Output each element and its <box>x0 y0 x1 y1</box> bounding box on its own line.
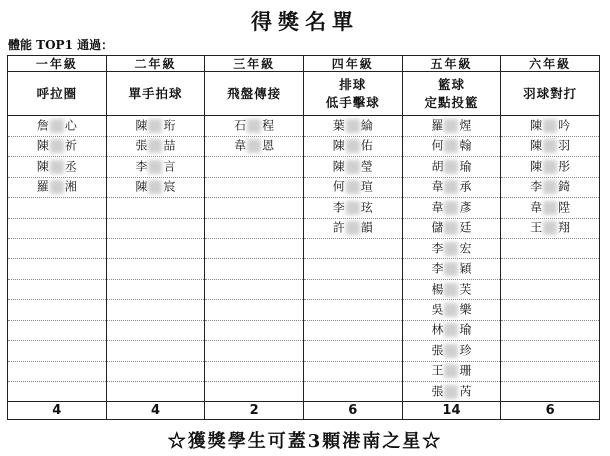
student-name-cell <box>501 300 600 320</box>
given-name: 瑜 <box>459 322 472 337</box>
student-name-cell <box>501 279 600 299</box>
given-name: 丞 <box>64 159 77 174</box>
student-name-cell <box>501 116 600 136</box>
student-name-cell <box>501 382 600 402</box>
student-name-cell <box>402 157 501 177</box>
given-name: 佑 <box>360 138 373 153</box>
redaction-blur <box>444 364 458 378</box>
student-name-cell <box>402 238 501 258</box>
redaction-blur <box>148 180 162 194</box>
student-name-cell <box>205 116 304 136</box>
surname: 韋 <box>234 138 247 153</box>
given-name: 彥 <box>459 200 472 215</box>
grade-header: 六年級 <box>501 56 600 72</box>
student-name-cell <box>106 157 205 177</box>
table-row <box>8 198 600 218</box>
surname: 韋 <box>530 200 543 215</box>
surname: 羅 <box>431 118 444 133</box>
grade-header: 五年級 <box>402 56 501 72</box>
student-name-cell <box>106 320 205 340</box>
student-name-cell <box>205 177 304 197</box>
redaction-blur <box>346 180 360 194</box>
student-name-cell <box>303 116 402 136</box>
surname: 李 <box>530 179 543 194</box>
surname: 韋 <box>431 200 444 215</box>
student-name-cell <box>8 116 107 136</box>
given-name: 宏 <box>459 241 472 256</box>
student-name-cell <box>303 382 402 402</box>
table-row <box>8 279 600 299</box>
redaction-blur <box>50 160 64 174</box>
student-name-cell <box>106 218 205 238</box>
surname: 韋 <box>431 179 444 194</box>
redaction-blur <box>543 160 557 174</box>
redaction-blur <box>444 344 458 358</box>
student-name-cell <box>501 198 600 218</box>
redaction-blur <box>148 160 162 174</box>
given-name: 宸 <box>163 179 176 194</box>
surname: 陳 <box>36 159 49 174</box>
surname: 李 <box>431 241 444 256</box>
surname: 李 <box>135 159 148 174</box>
given-name: 湘 <box>64 179 77 194</box>
sport-header: 籃球 定點投籃 <box>402 72 501 116</box>
student-name-cell <box>303 320 402 340</box>
redaction-blur <box>247 139 261 153</box>
redaction-blur <box>50 180 64 194</box>
given-name: 綸 <box>360 118 373 133</box>
surname: 儲 <box>431 220 444 235</box>
given-name: 瑩 <box>360 159 373 174</box>
student-name-cell <box>501 177 600 197</box>
student-name-cell <box>303 198 402 218</box>
given-name: 錡 <box>558 179 571 194</box>
table-row <box>8 382 600 402</box>
surname: 葉 <box>332 118 345 133</box>
student-name-cell <box>106 198 205 218</box>
student-name-cell <box>402 259 501 279</box>
redaction-blur <box>444 119 458 133</box>
given-name: 程 <box>262 118 275 133</box>
redaction-blur <box>346 221 360 235</box>
redaction-blur <box>444 283 458 297</box>
given-name: 樂 <box>459 302 472 317</box>
student-name-cell <box>106 259 205 279</box>
student-name-cell <box>205 320 304 340</box>
student-name-cell <box>205 157 304 177</box>
student-name-cell <box>402 218 501 238</box>
student-name-cell <box>303 300 402 320</box>
redaction-blur <box>444 262 458 276</box>
table-row <box>8 238 600 258</box>
surname: 王 <box>431 363 444 378</box>
student-name-cell <box>501 361 600 381</box>
grade-total: 2 <box>205 402 304 420</box>
student-name-cell <box>8 259 107 279</box>
table-row <box>8 341 600 361</box>
given-name: 翰 <box>459 138 472 153</box>
student-name-cell <box>501 320 600 340</box>
given-name: 吟 <box>558 118 571 133</box>
student-name-cell <box>8 320 107 340</box>
surname: 胡 <box>431 159 444 174</box>
student-name-cell <box>8 361 107 381</box>
redaction-blur <box>346 201 360 215</box>
redaction-blur <box>444 139 458 153</box>
given-name: 玹 <box>360 200 373 215</box>
redaction-blur <box>148 139 162 153</box>
surname: 張 <box>431 384 444 399</box>
grade-header: 三年級 <box>205 56 304 72</box>
given-name: 穎 <box>459 261 472 276</box>
student-name-cell <box>303 279 402 299</box>
given-name: 煋 <box>459 118 472 133</box>
student-name-cell <box>106 238 205 258</box>
redaction-blur <box>444 180 458 194</box>
surname: 陳 <box>332 138 345 153</box>
surname: 張 <box>431 343 444 358</box>
table-row <box>8 218 600 238</box>
given-name: 珩 <box>163 118 176 133</box>
student-name-cell <box>106 177 205 197</box>
footer-note: ☆獲獎學生可蓋3顆港南之星☆ <box>167 431 443 452</box>
surname: 何 <box>431 138 444 153</box>
table-row <box>8 361 600 381</box>
student-name-cell <box>8 341 107 361</box>
surname: 王 <box>530 220 543 235</box>
surname: 陳 <box>530 159 543 174</box>
student-name-cell <box>501 238 600 258</box>
surname: 詹 <box>36 118 49 133</box>
student-name-cell <box>303 157 402 177</box>
given-name: 承 <box>459 179 472 194</box>
student-name-cell <box>402 177 501 197</box>
redaction-blur <box>543 139 557 153</box>
surname: 陳 <box>36 138 49 153</box>
student-name-cell <box>402 341 501 361</box>
sport-header: 呼拉圈 <box>8 72 107 116</box>
student-name-cell <box>205 198 304 218</box>
surname: 陳 <box>135 118 148 133</box>
given-name: 言 <box>163 159 176 174</box>
redaction-blur <box>346 139 360 153</box>
sport-header: 飛盤傳接 <box>205 72 304 116</box>
given-name: 廷 <box>459 220 472 235</box>
student-name-cell <box>501 341 600 361</box>
given-name: 瑜 <box>459 159 472 174</box>
given-name: 瑄 <box>360 179 373 194</box>
student-name-cell <box>205 341 304 361</box>
grade-total: 4 <box>106 402 205 420</box>
surname: 張 <box>135 138 148 153</box>
table-row <box>8 320 600 340</box>
redaction-blur <box>444 385 458 399</box>
redaction-blur <box>444 160 458 174</box>
given-name: 芙 <box>459 282 472 297</box>
surname: 許 <box>332 220 345 235</box>
given-name: 羽 <box>558 138 571 153</box>
student-name-cell <box>501 136 600 156</box>
student-name-cell <box>8 238 107 258</box>
student-name-cell <box>402 320 501 340</box>
student-name-cell <box>106 116 205 136</box>
student-name-cell <box>303 218 402 238</box>
table-row <box>8 157 600 177</box>
student-name-cell <box>205 259 304 279</box>
redaction-blur <box>247 119 261 133</box>
redaction-blur <box>543 180 557 194</box>
student-name-cell <box>8 157 107 177</box>
grade-header: 一年級 <box>8 56 107 72</box>
redaction-blur <box>346 160 360 174</box>
redaction-blur <box>444 201 458 215</box>
grade-header: 二年級 <box>106 56 205 72</box>
grade-header: 四年級 <box>303 56 402 72</box>
student-name-cell <box>205 136 304 156</box>
table-row <box>8 259 600 279</box>
given-name: 祈 <box>64 138 77 153</box>
student-name-cell <box>8 198 107 218</box>
given-name: 芮 <box>459 384 472 399</box>
student-name-cell <box>501 259 600 279</box>
student-name-cell <box>303 361 402 381</box>
section-subtitle: 體能 TOP1 通過： <box>8 38 114 52</box>
student-name-cell <box>8 279 107 299</box>
student-name-cell <box>402 116 501 136</box>
sport-header-row <box>8 72 600 116</box>
surname: 陳 <box>332 159 345 174</box>
student-name-cell <box>205 279 304 299</box>
sport-header: 羽球對打 <box>501 72 600 116</box>
student-name-cell <box>303 341 402 361</box>
student-name-cell <box>501 218 600 238</box>
surname: 陳 <box>530 118 543 133</box>
table-row <box>8 116 600 136</box>
student-name-cell <box>106 136 205 156</box>
given-name: 喆 <box>163 138 176 153</box>
given-name: 心 <box>64 118 77 133</box>
student-name-cell <box>402 361 501 381</box>
redaction-blur <box>50 139 64 153</box>
student-name-cell <box>106 279 205 299</box>
student-name-cell <box>106 361 205 381</box>
redaction-blur <box>543 201 557 215</box>
student-name-cell <box>402 198 501 218</box>
redaction-blur <box>444 242 458 256</box>
student-name-cell <box>106 341 205 361</box>
table-row <box>8 136 600 156</box>
table-row <box>8 177 600 197</box>
award-roster-table <box>7 55 600 420</box>
student-name-cell <box>8 136 107 156</box>
student-name-cell <box>402 279 501 299</box>
student-name-cell <box>8 382 107 402</box>
given-name: 恩 <box>262 138 275 153</box>
redaction-blur <box>543 119 557 133</box>
student-name-cell <box>303 259 402 279</box>
table-row <box>8 300 600 320</box>
student-name-cell <box>106 382 205 402</box>
surname: 楊 <box>431 282 444 297</box>
redaction-blur <box>444 221 458 235</box>
student-name-cell <box>402 382 501 402</box>
grade-total: 6 <box>303 402 402 420</box>
student-name-cell <box>205 361 304 381</box>
student-name-cell <box>402 136 501 156</box>
total-row <box>8 402 600 420</box>
given-name: 彤 <box>558 159 571 174</box>
grade-header-row <box>8 56 600 72</box>
given-name: 韻 <box>360 220 373 235</box>
student-name-cell <box>205 218 304 238</box>
sport-header: 單手拍球 <box>106 72 205 116</box>
student-name-cell <box>205 382 304 402</box>
surname: 陳 <box>135 179 148 194</box>
redaction-blur <box>50 119 64 133</box>
student-name-cell <box>8 177 107 197</box>
given-name: 翔 <box>558 220 571 235</box>
surname: 何 <box>332 179 345 194</box>
student-name-cell <box>501 157 600 177</box>
surname: 吳 <box>431 302 444 317</box>
surname: 李 <box>332 200 345 215</box>
student-name-cell <box>205 300 304 320</box>
redaction-blur <box>444 303 458 317</box>
grade-total: 14 <box>402 402 501 420</box>
sport-header: 排球 低手擊球 <box>303 72 402 116</box>
redaction-blur <box>444 323 458 337</box>
student-name-cell <box>303 238 402 258</box>
redaction-blur <box>543 221 557 235</box>
surname: 羅 <box>36 179 49 194</box>
redaction-blur <box>346 119 360 133</box>
grade-total: 6 <box>501 402 600 420</box>
student-name-cell <box>205 238 304 258</box>
student-name-cell <box>303 177 402 197</box>
given-name: 陞 <box>558 200 571 215</box>
student-name-cell <box>402 300 501 320</box>
surname: 陳 <box>530 138 543 153</box>
student-name-cell <box>8 300 107 320</box>
page-title: 得獎名單 <box>251 9 359 34</box>
given-name: 珊 <box>459 363 472 378</box>
surname: 石 <box>234 118 247 133</box>
surname: 林 <box>431 322 444 337</box>
grade-total: 4 <box>8 402 107 420</box>
surname: 李 <box>431 261 444 276</box>
student-name-cell <box>8 218 107 238</box>
student-name-cell <box>303 136 402 156</box>
given-name: 珍 <box>459 343 472 358</box>
redaction-blur <box>148 119 162 133</box>
student-name-cell <box>106 300 205 320</box>
